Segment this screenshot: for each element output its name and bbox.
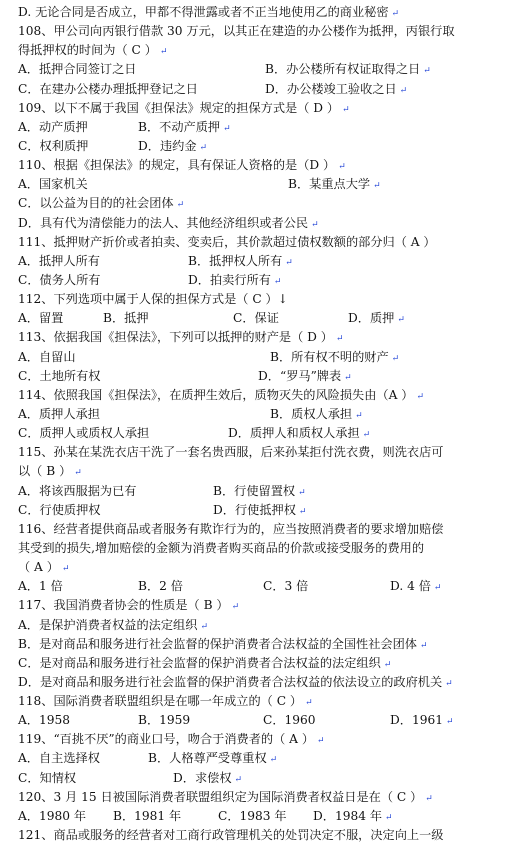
option-text: B．某重点大学 ↵ [288, 175, 381, 196]
option-text: C．1983 年 [218, 808, 287, 823]
text-line [18, 749, 508, 768]
text-line [18, 482, 508, 501]
text-line [18, 826, 508, 845]
paragraph-mark-icon: ↵ [298, 506, 307, 517]
paragraph-mark-icon: ↵ [273, 276, 282, 287]
paragraph-mark-icon: ↵ [342, 104, 350, 115]
paragraph-mark-icon: ↵ [385, 812, 393, 823]
paragraph-mark-icon: ↵ [423, 66, 431, 77]
text-line [18, 558, 508, 577]
line-text: 114、依照我国《担保法》，在质押生效后，质物灭失的风险损失由（A ） [18, 387, 414, 402]
text-line [18, 328, 508, 347]
option-text: D．质押 ↵ [348, 309, 405, 330]
text-line [18, 194, 508, 213]
line-text: 其受到的损失,增加赔偿的金额为消费者购买商品的价款或接受服务的费用的 [18, 540, 425, 555]
option-text: D．1984 年 ↵ [313, 807, 393, 828]
option-text: B．抵押 [103, 311, 149, 326]
option-text: B．抵押权人所有 ↵ [188, 252, 293, 273]
option-text: D．求偿权 ↵ [173, 769, 242, 790]
text-line [18, 118, 508, 137]
option-text: D. 4 倍 ↵ [390, 577, 441, 598]
option-text: D．1961 ↵ [390, 711, 454, 732]
line-text: C．知情权 [18, 770, 77, 785]
text-line [18, 443, 508, 462]
line-text: C．是对商品和服务进行社会监督的保护消费者合法权益的法定组织 [18, 655, 381, 670]
paragraph-mark-icon: ↵ [373, 181, 381, 192]
text-line [18, 80, 508, 99]
text-line [18, 730, 508, 749]
line-text: C．土地所有权 [18, 368, 101, 383]
text-line [18, 616, 508, 635]
text-line [18, 271, 508, 290]
text-line [18, 405, 508, 424]
text-line [18, 348, 508, 367]
paragraph-mark-icon: ↵ [269, 755, 278, 766]
text-line [18, 41, 508, 60]
text-line [18, 577, 508, 596]
line-text: A．抵押人所有 [18, 253, 100, 268]
paragraph-mark-icon: ↵ [223, 123, 231, 134]
line-text: A．抵押合同签订之日 [18, 62, 137, 77]
line-text: 得抵押权的时间为（ C ） [18, 43, 157, 58]
line-text: A．是保护消费者权益的法定组织 [18, 617, 198, 632]
option-text: B．质权人承担 ↵ [270, 405, 363, 426]
paragraph-mark-icon: ↵ [285, 257, 293, 268]
text-line [18, 501, 508, 520]
line-text: 118、国际消费者联盟组织是在哪一年成立的（ C ） [18, 694, 303, 709]
text-line [18, 520, 508, 539]
line-text: 116、经营者提供商品或者服务有欺诈行为的，应当按照消费者的要求增加赔偿 [18, 521, 444, 536]
text-line [18, 596, 508, 615]
text-line [18, 635, 508, 654]
line-text: 119、“百挑不厌”的商业口号，吻合于消费者的（ A ） [18, 732, 315, 747]
paragraph-mark-icon: ↵ [317, 736, 325, 747]
text-line [18, 99, 508, 118]
text-line [18, 156, 508, 175]
line-text: C．以公益为目的的社会团体 [18, 196, 174, 211]
text-line [18, 309, 508, 328]
text-line [18, 367, 508, 386]
paragraph-mark-icon: ↵ [391, 353, 400, 364]
option-text: B．行使留置权 ↵ [213, 482, 306, 503]
paragraph-mark-icon: ↵ [416, 391, 425, 402]
text-line [18, 60, 508, 79]
document-page [18, 3, 508, 845]
paragraph-mark-icon: ↵ [61, 564, 70, 575]
paragraph-mark-icon: ↵ [298, 487, 306, 498]
text-line [18, 654, 508, 673]
paragraph-mark-icon: ↵ [419, 640, 428, 651]
paragraph-mark-icon: ↵ [445, 678, 453, 689]
line-text: C．质押人或质权人承担 [18, 426, 150, 441]
line-text: A．1 倍 [18, 579, 63, 594]
text-line [18, 3, 508, 22]
line-text: D. 无论合同是否成立，甲都不得泄露或者不正当地使用乙的商业秘密 [18, 5, 389, 19]
paragraph-mark-icon: ↵ [445, 717, 454, 728]
text-line [18, 214, 508, 233]
line-text: 121、商品或服务的经营者对工商行政管理机关的处罚决定不服，决定向上一级 [18, 828, 444, 843]
text-line [18, 424, 508, 443]
paragraph-mark-icon: ↵ [399, 85, 408, 96]
text-line [18, 233, 508, 252]
paragraph-mark-icon: ↵ [383, 659, 392, 670]
text-line [18, 22, 508, 41]
text-line [18, 769, 508, 788]
text-line [18, 711, 508, 730]
line-text: D．是对商品和服务进行社会监督的保护消费者合法权益的依法设立的政府机关 [18, 674, 443, 689]
line-text: 111、抵押财产折价或者拍卖、变卖后，其价款超过债权数额的部分归（ A ） [18, 234, 436, 249]
line-text: A．国家机关 [18, 177, 88, 192]
paragraph-mark-icon: ↵ [362, 430, 371, 441]
paragraph-mark-icon: ↵ [200, 621, 208, 632]
line-text: A．动产质押 [18, 119, 88, 134]
paragraph-mark-icon: ↵ [311, 219, 319, 230]
option-text: B．1959 [138, 713, 191, 728]
text-line [18, 539, 508, 558]
option-text: D．违约金 ↵ [138, 137, 207, 158]
option-text: D．办公楼竣工验收之日 ↵ [265, 80, 407, 101]
option-text: B．所有权不明的财产 ↵ [270, 348, 399, 369]
option-text: C．保证 [233, 311, 279, 326]
line-text: C．在建办公楼办理抵押登记之日 [18, 81, 198, 96]
line-text: 108、甲公司向丙银行借款 30 万元，以其正在建造的办公楼作为抵押，丙银行取 [18, 24, 455, 39]
paragraph-mark-icon: ↵ [397, 315, 405, 326]
line-text: 115、孙某在某洗衣店干洗了一套名贵西服，后来孙某拒付洗衣费，则洗衣店可 [18, 445, 444, 460]
line-text: A．将该西服据为已有 [18, 483, 137, 498]
paragraph-mark-icon: ↵ [391, 9, 400, 19]
paragraph-mark-icon: ↵ [74, 468, 82, 479]
line-text: A．1958 [18, 713, 71, 728]
option-text: C．1960 [263, 713, 316, 728]
text-line [18, 692, 508, 711]
text-line [18, 386, 508, 405]
line-text: A．质押人承担 [18, 406, 100, 421]
line-text: 120、3 月 15 日被国际消费者联盟组织定为国际消费者权益日是在（ C ） [18, 789, 423, 804]
line-text: C．权利质押 [18, 138, 89, 153]
line-text: C．行使质押权 [18, 502, 101, 517]
paragraph-mark-icon: ↵ [355, 410, 363, 421]
line-text: A．留置 [18, 311, 64, 326]
option-text: B．办公楼所有权证取得之日 ↵ [265, 60, 431, 81]
line-text: B．是对商品和服务进行社会监督的保护消费者合法权益的全国性社会团体 [18, 636, 417, 651]
paragraph-mark-icon: ↵ [159, 47, 168, 58]
line-text: 113、依据我国《担保法》，下列可以抵押的财产是（ D ） [18, 330, 333, 345]
text-line [18, 137, 508, 156]
paragraph-mark-icon: ↵ [231, 602, 240, 613]
text-line [18, 290, 508, 309]
option-text: B．2 倍 [138, 579, 183, 594]
line-text: 109、以下不属于我国《担保法》规定的担保方式是（ D ） [18, 100, 340, 115]
option-text: D．拍卖行所有 ↵ [188, 271, 281, 292]
option-text: B．人格尊严受尊重权 ↵ [148, 749, 277, 770]
text-line [18, 462, 508, 481]
paragraph-mark-icon: ↵ [305, 698, 313, 709]
option-text: C．3 倍 [263, 579, 309, 594]
text-line [18, 252, 508, 271]
line-text: 112、下列选项中属于人保的担保方式是（ C ）↓ [18, 292, 288, 307]
paragraph-mark-icon: ↵ [344, 372, 352, 383]
option-text: D．行使抵押权 ↵ [213, 501, 306, 522]
paragraph-mark-icon: ↵ [336, 334, 344, 345]
paragraph-mark-icon: ↵ [176, 200, 185, 211]
paragraph-mark-icon: ↵ [338, 162, 346, 173]
option-text: B．不动产质押 ↵ [138, 118, 231, 139]
paragraph-mark-icon: ↵ [234, 774, 243, 785]
line-text: A．自留山 [18, 349, 76, 364]
line-text: C．债务人所有 [18, 272, 101, 287]
text-line [18, 673, 508, 692]
option-text: B．1981 年 [113, 808, 182, 823]
line-text: 117、我国消费者协会的性质是（ B ） [18, 598, 229, 613]
line-text: （ A ） [18, 560, 59, 575]
paragraph-mark-icon: ↵ [433, 583, 442, 594]
text-line [18, 807, 508, 826]
line-text: A．自主选择权 [18, 751, 100, 766]
text-line [18, 175, 508, 194]
paragraph-mark-icon: ↵ [425, 793, 433, 804]
paragraph-mark-icon: ↵ [199, 142, 208, 153]
line-text: A．1980 年 [18, 808, 87, 823]
line-text: 以（ B ） [18, 464, 72, 479]
option-text: D．“罗马”牌表 ↵ [258, 367, 352, 388]
line-text: 110、根据《担保法》的规定，具有保证人资格的是（D ） [18, 158, 336, 173]
line-text: D．具有代为清偿能力的法人、其他经济组织或者公民 [18, 215, 309, 230]
option-text: D．质押人和质权人承担 ↵ [228, 424, 370, 445]
text-line [18, 788, 508, 807]
